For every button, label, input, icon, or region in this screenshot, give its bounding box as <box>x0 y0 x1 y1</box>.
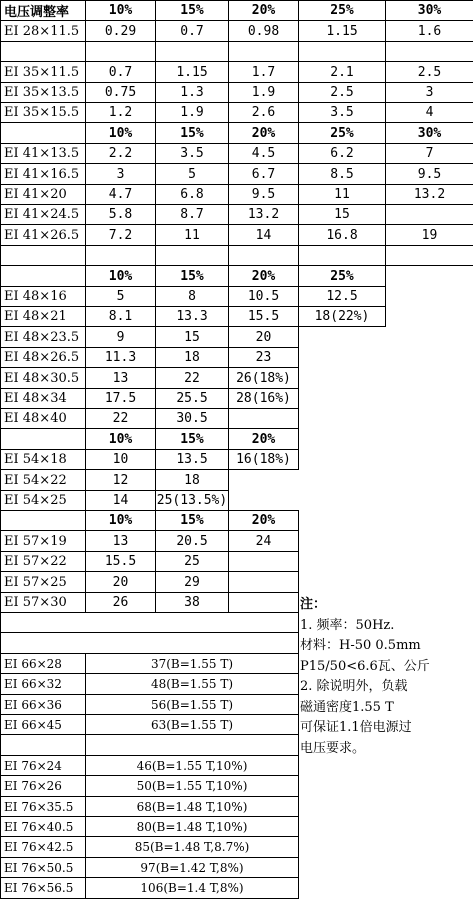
row-label: EI 54×18 <box>0 449 86 470</box>
row-label: EI 54×22 <box>0 469 86 491</box>
table-cell: 18(22%) <box>298 306 386 327</box>
table-cell: 8.5 <box>298 163 386 185</box>
column-header: 25% <box>298 265 386 287</box>
table-cell <box>385 245 473 266</box>
table-cell: 5 <box>155 163 229 185</box>
column-header: 20% <box>228 265 299 287</box>
table-cell: 15.5 <box>85 551 156 572</box>
row-label: EI 35×15.5 <box>0 102 86 123</box>
table-cell: 25(13.5%) <box>155 490 229 511</box>
table-cell: 10 <box>85 449 156 470</box>
row-label: EI 48×23.5 <box>0 326 86 348</box>
table-cell: 2.5 <box>385 61 473 83</box>
table-cell: 2.6 <box>228 102 299 123</box>
column-header: 15% <box>155 510 229 531</box>
table-cell: 9.5 <box>228 184 299 205</box>
row-label: EI 66×45 <box>0 714 86 735</box>
table-cell: 8.1 <box>85 306 156 327</box>
table-cell <box>228 245 299 266</box>
row-value: 68(B=1.48 T,10%) <box>85 796 299 817</box>
row-label: EI 48×26.5 <box>0 347 86 368</box>
table-cell: 3 <box>85 163 156 185</box>
row-label: EI 66×32 <box>0 673 86 695</box>
notes-line: 1. 频率：50Hz. <box>300 617 395 633</box>
table-cell: 18 <box>155 347 229 368</box>
row-value: 37(B=1.55 T) <box>85 653 299 674</box>
table-cell: 7 <box>385 143 473 164</box>
table-cell: 30.5 <box>155 408 229 429</box>
column-header: 20% <box>228 0 299 21</box>
column-header: 10% <box>85 0 156 21</box>
table-cell: 26(18%) <box>228 367 299 389</box>
row-label: EI 41×13.5 <box>0 143 86 164</box>
column-header: 15% <box>155 122 229 144</box>
table-cell: 6.8 <box>155 184 229 205</box>
column-header: 20% <box>228 122 299 144</box>
column-header: 10% <box>85 428 156 450</box>
table-cell: 0.29 <box>85 20 156 42</box>
row-label: EI 76×42.5 <box>0 836 86 858</box>
table-cell: 26 <box>85 592 156 613</box>
table-cell: 3.5 <box>155 143 229 164</box>
row-label: EI 48×16 <box>0 286 86 307</box>
row-value <box>85 734 299 756</box>
table-cell: 6.2 <box>298 143 386 164</box>
table-cell: 13.3 <box>155 306 229 327</box>
row-label: EI 48×34 <box>0 388 86 409</box>
table-cell: 11 <box>298 184 386 205</box>
table-cell: 9.5 <box>385 163 473 185</box>
table-cell: 6.7 <box>228 163 299 185</box>
table-cell: 2.1 <box>298 61 386 83</box>
table-cell: 1.2 <box>85 102 156 123</box>
table-cell <box>155 41 229 62</box>
table-cell: 28(16%) <box>228 388 299 409</box>
notes-line: 电压要求。 <box>300 740 366 756</box>
table-cell: 1.3 <box>155 82 229 103</box>
table-cell: 9 <box>85 326 156 348</box>
table-cell: 18 <box>155 469 229 491</box>
notes-line: 2. 除说明外，负载 <box>300 679 408 694</box>
table-cell: 8 <box>155 286 229 307</box>
table-cell <box>155 245 229 266</box>
empty-cell <box>0 632 299 654</box>
row-label: EI 41×16.5 <box>0 163 86 185</box>
column-header: 20% <box>228 510 299 531</box>
table-cell <box>228 408 299 429</box>
table-cell: 2.5 <box>298 82 386 103</box>
table-cell: 13.2 <box>385 184 473 205</box>
row-label <box>0 41 86 62</box>
notes-line: 可保证1.1倍电源过 <box>300 720 412 735</box>
row-value: 80(B=1.48 T,10%) <box>85 816 299 837</box>
table-cell: 19 <box>385 224 473 246</box>
table-cell: 14 <box>228 224 299 246</box>
table-cell: 22 <box>85 408 156 429</box>
row-label <box>0 265 86 287</box>
row-label: EI 35×13.5 <box>0 82 86 103</box>
table-cell: 13.5 <box>155 449 229 470</box>
table-cell: 1.15 <box>298 20 386 42</box>
column-header: 30% <box>385 0 473 21</box>
table-cell <box>85 41 156 62</box>
empty-cell <box>0 612 299 633</box>
table-cell: 22 <box>155 367 229 389</box>
table-cell: 16.8 <box>298 224 386 246</box>
row-value: 106(B=1.4 T,8%) <box>85 877 299 899</box>
column-header: 15% <box>155 428 229 450</box>
row-value: 46(B=1.55 T,10%) <box>85 755 299 776</box>
row-label: EI 57×22 <box>0 551 86 572</box>
table-cell: 13 <box>85 367 156 389</box>
row-label: 电压调整率 <box>0 0 86 21</box>
table-cell: 20 <box>85 571 156 593</box>
table-cell: 11 <box>155 224 229 246</box>
column-header: 20% <box>228 428 299 450</box>
row-value: 56(B=1.55 T) <box>85 694 299 715</box>
row-label <box>0 122 86 144</box>
row-label: EI 76×26 <box>0 775 86 797</box>
table-cell: 15 <box>155 326 229 348</box>
row-label: EI 57×30 <box>0 592 86 613</box>
notes-block <box>296 595 472 765</box>
column-header: 10% <box>85 510 156 531</box>
table-cell: 23 <box>228 347 299 368</box>
table-cell: 3 <box>385 82 473 103</box>
table-cell: 4.7 <box>85 184 156 205</box>
column-header: 30% <box>385 122 473 144</box>
table-cell: 25.5 <box>155 388 229 409</box>
row-label: EI 48×21 <box>0 306 86 327</box>
table-cell: 1.9 <box>228 82 299 103</box>
row-value: 97(B=1.42 T,8%) <box>85 857 299 878</box>
table-cell <box>228 551 299 572</box>
table-cell: 4 <box>385 102 473 123</box>
row-label: EI 76×56.5 <box>0 877 86 899</box>
column-header: 10% <box>85 122 156 144</box>
row-label <box>0 510 86 531</box>
column-header: 10% <box>85 265 156 287</box>
row-label <box>0 428 86 450</box>
row-label: EI 66×36 <box>0 694 86 715</box>
table-cell: 2.2 <box>85 143 156 164</box>
table-cell <box>228 41 299 62</box>
row-value: 50(B=1.55 T,10%) <box>85 775 299 797</box>
table-cell: 8.7 <box>155 204 229 225</box>
table-cell: 12.5 <box>298 286 386 307</box>
table-cell: 0.98 <box>228 20 299 42</box>
row-label: EI 54×25 <box>0 490 86 511</box>
table-cell: 10.5 <box>228 286 299 307</box>
table-cell: 25 <box>155 551 229 572</box>
table-cell: 1.15 <box>155 61 229 83</box>
table-cell: 0.7 <box>155 20 229 42</box>
table-cell: 15.5 <box>228 306 299 327</box>
notes-line: 注： <box>300 597 327 612</box>
row-label: EI 35×11.5 <box>0 61 86 83</box>
table-cell: 5 <box>85 286 156 307</box>
column-header: 25% <box>298 0 386 21</box>
row-label <box>0 734 86 756</box>
column-header: 15% <box>155 0 229 21</box>
table-cell: 1.7 <box>228 61 299 83</box>
table-cell: 17.5 <box>85 388 156 409</box>
table-cell: 7.2 <box>85 224 156 246</box>
notes-line: P15/50<6.6瓦、公斤 <box>300 658 430 674</box>
row-label: EI 57×25 <box>0 571 86 593</box>
table-cell <box>298 245 386 266</box>
row-label <box>0 245 86 266</box>
table-cell: 15 <box>298 204 386 225</box>
table-cell: 1.6 <box>385 20 473 42</box>
row-label: EI 76×24 <box>0 755 86 776</box>
table-cell: 14 <box>85 490 156 511</box>
row-value: 48(B=1.55 T) <box>85 673 299 695</box>
row-value: 85(B=1.48 T,8.7%) <box>85 836 299 858</box>
table-cell: 20.5 <box>155 530 229 552</box>
row-label: EI 28×11.5 <box>0 20 86 42</box>
table-cell <box>298 41 386 62</box>
table-cell <box>228 571 299 593</box>
table-cell: 1.9 <box>155 102 229 123</box>
row-value: 63(B=1.55 T) <box>85 714 299 735</box>
row-label: EI 57×19 <box>0 530 86 552</box>
table-cell: 3.5 <box>298 102 386 123</box>
table-cell: 16(18%) <box>228 449 299 470</box>
row-label: EI 66×28 <box>0 653 86 674</box>
table-cell: 12 <box>85 469 156 491</box>
row-label: EI 41×20 <box>0 184 86 205</box>
table-cell: 13 <box>85 530 156 552</box>
row-label: EI 76×35.5 <box>0 796 86 817</box>
row-label: EI 48×30.5 <box>0 367 86 389</box>
table-cell <box>385 204 473 225</box>
table-cell: 13.2 <box>228 204 299 225</box>
table-cell <box>85 245 156 266</box>
row-label: EI 76×40.5 <box>0 816 86 837</box>
table-cell <box>228 592 299 613</box>
table-cell <box>385 41 473 62</box>
row-label: EI 76×50.5 <box>0 857 86 878</box>
column-header: 25% <box>298 122 386 144</box>
table-cell: 11.3 <box>85 347 156 368</box>
table-cell: 24 <box>228 530 299 552</box>
notes-line: 磁通密度1.55 T <box>300 699 394 715</box>
table-cell: 0.75 <box>85 82 156 103</box>
row-label: EI 41×26.5 <box>0 224 86 246</box>
row-label: EI 41×24.5 <box>0 204 86 225</box>
table-cell: 4.5 <box>228 143 299 164</box>
table-cell: 0.7 <box>85 61 156 83</box>
notes-line: 材料：H-50 0.5mm <box>300 638 421 653</box>
table-cell: 29 <box>155 571 229 593</box>
column-header: 15% <box>155 265 229 287</box>
table-cell: 20 <box>228 326 299 348</box>
table-cell: 38 <box>155 592 229 613</box>
table-cell: 5.8 <box>85 204 156 225</box>
row-label: EI 48×40 <box>0 408 86 429</box>
